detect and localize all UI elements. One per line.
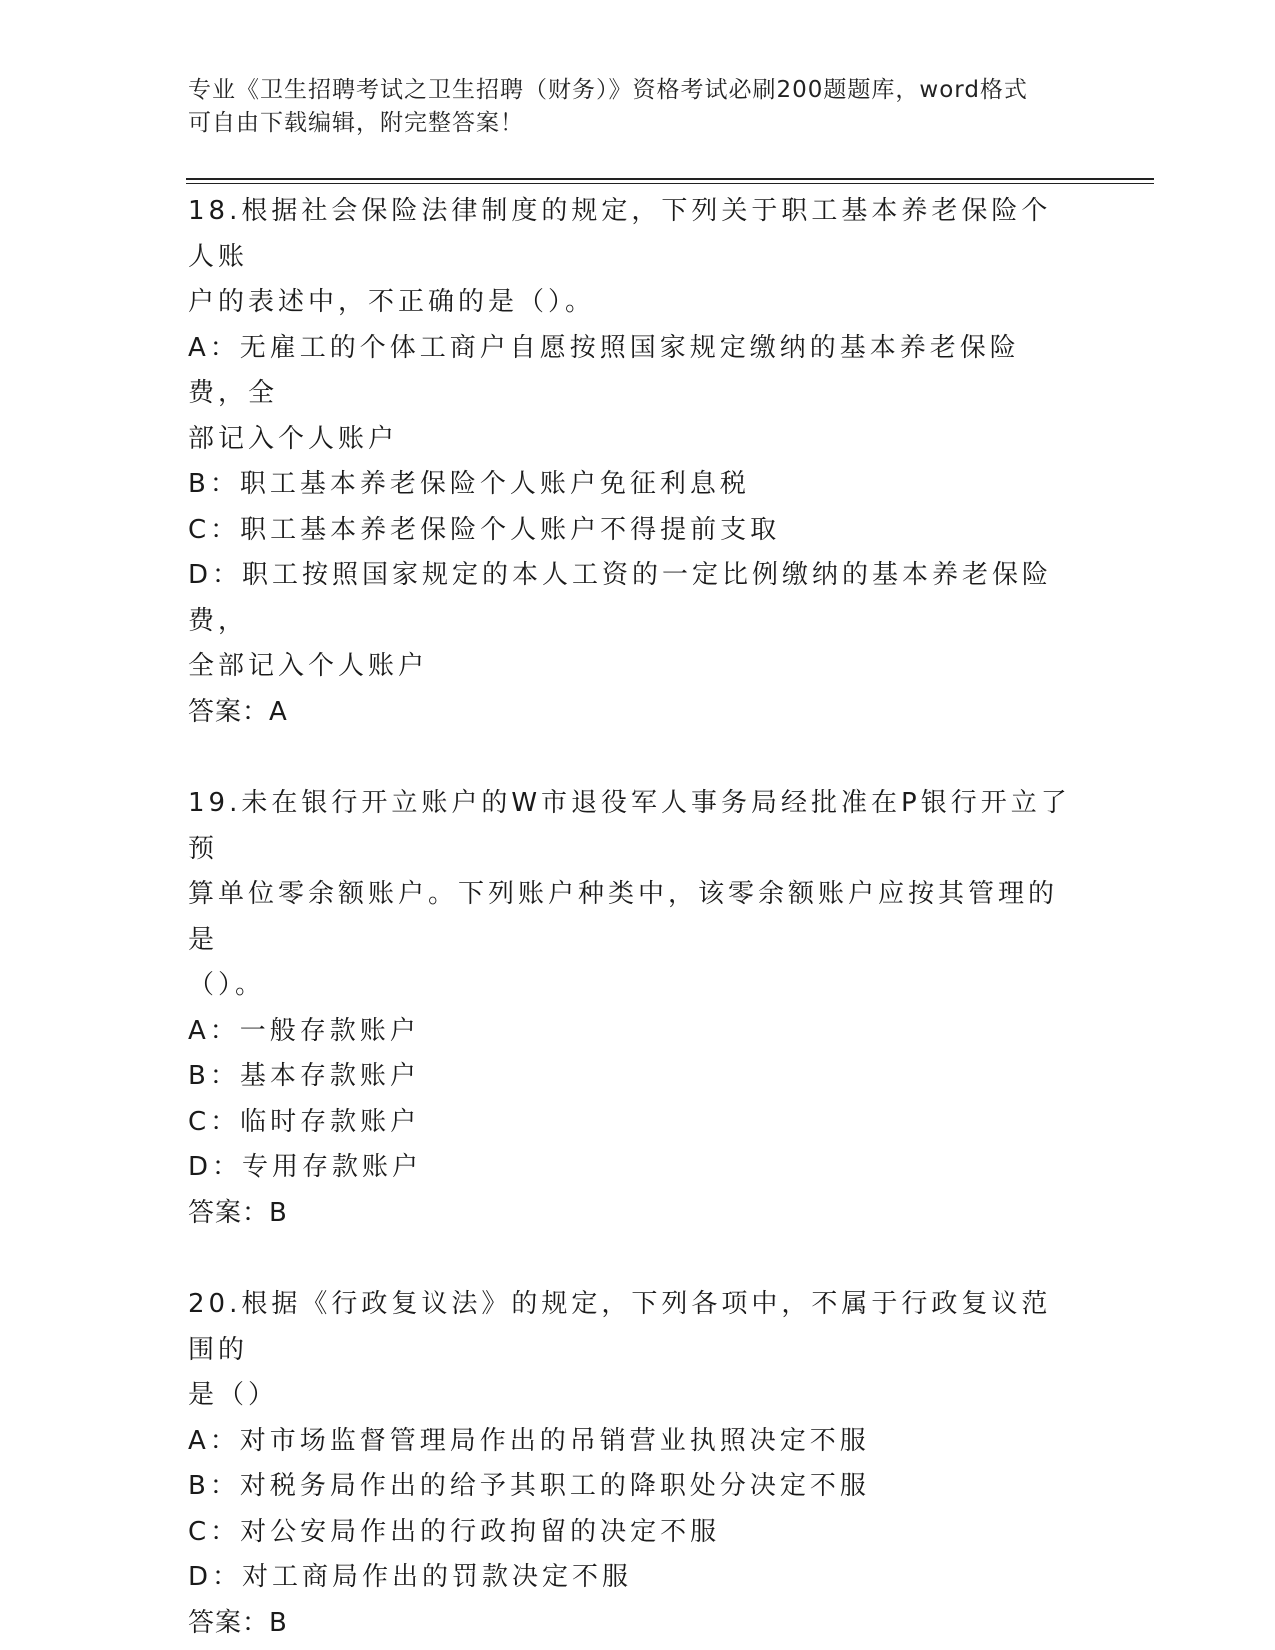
question-stem: 户的表述中，不正确的是（）。	[188, 287, 596, 317]
option-b: B：基本存款账户	[188, 1061, 420, 1091]
option-c: C：临时存款账户	[188, 1106, 421, 1137]
question-stem: 是（）	[188, 1380, 279, 1410]
question-list	[188, 189, 1078, 1646]
document-header	[188, 74, 1088, 140]
header-line: 专业《卫生招聘考试之卫生招聘（财务）》资格考试必刷200题题库，word格式	[188, 77, 1028, 103]
question-stem: 18.根据社会保险法律制度的规定，下列关于职工基本养老保险个人账	[188, 196, 1052, 272]
answer: 答案：A	[188, 696, 288, 727]
option-a: 部记入个人账户	[188, 423, 399, 454]
question-18	[188, 189, 1078, 735]
header-line: 可自由下载编辑，附完整答案！	[188, 110, 524, 136]
option-d: D：对工商局作出的罚款决定不服	[188, 1562, 633, 1592]
answer: 答案：B	[188, 1197, 288, 1228]
option-a: A：无雇工的个体工商户自愿按照国家规定缴纳的基本养老保险费，全	[188, 332, 1020, 408]
question-20	[188, 1282, 1078, 1646]
question-stem: 算单位零余额账户。下列账户种类中，该零余额账户应按其管理的是	[188, 879, 1059, 955]
option-d: D：专用存款账户	[188, 1152, 423, 1182]
header-divider	[186, 178, 1154, 180]
question-19	[188, 781, 1078, 1236]
option-a: A：一般存款账户	[188, 1015, 420, 1046]
option-d: D：职工按照国家规定的本人工资的一定比例缴纳的基本养老保险费，	[188, 560, 1053, 636]
question-stem: （）。	[188, 970, 266, 1000]
option-b: B：对税务局作出的给予其职工的降职处分决定不服	[188, 1471, 870, 1501]
question-stem: 20.根据《行政复议法》的规定，下列各项中，不属于行政复议范围的	[188, 1289, 1052, 1365]
option-b: B：职工基本养老保险个人账户免征利息税	[188, 469, 750, 499]
question-stem: 19.未在银行开立账户的W市退役军人事务局经批准在P银行开立了预	[188, 788, 1071, 864]
question-spacer	[188, 735, 1078, 781]
option-c: C：职工基本养老保险个人账户不得提前支取	[188, 514, 781, 545]
question-spacer	[188, 1236, 1078, 1282]
option-d: 全部记入个人账户	[188, 651, 429, 681]
option-a: A：对市场监督管理局作出的吊销营业执照决定不服	[188, 1425, 870, 1456]
answer: 答案：B	[188, 1607, 288, 1638]
option-c: C：对公安局作出的行政拘留的决定不服	[188, 1516, 721, 1547]
header-divider	[186, 183, 1154, 184]
